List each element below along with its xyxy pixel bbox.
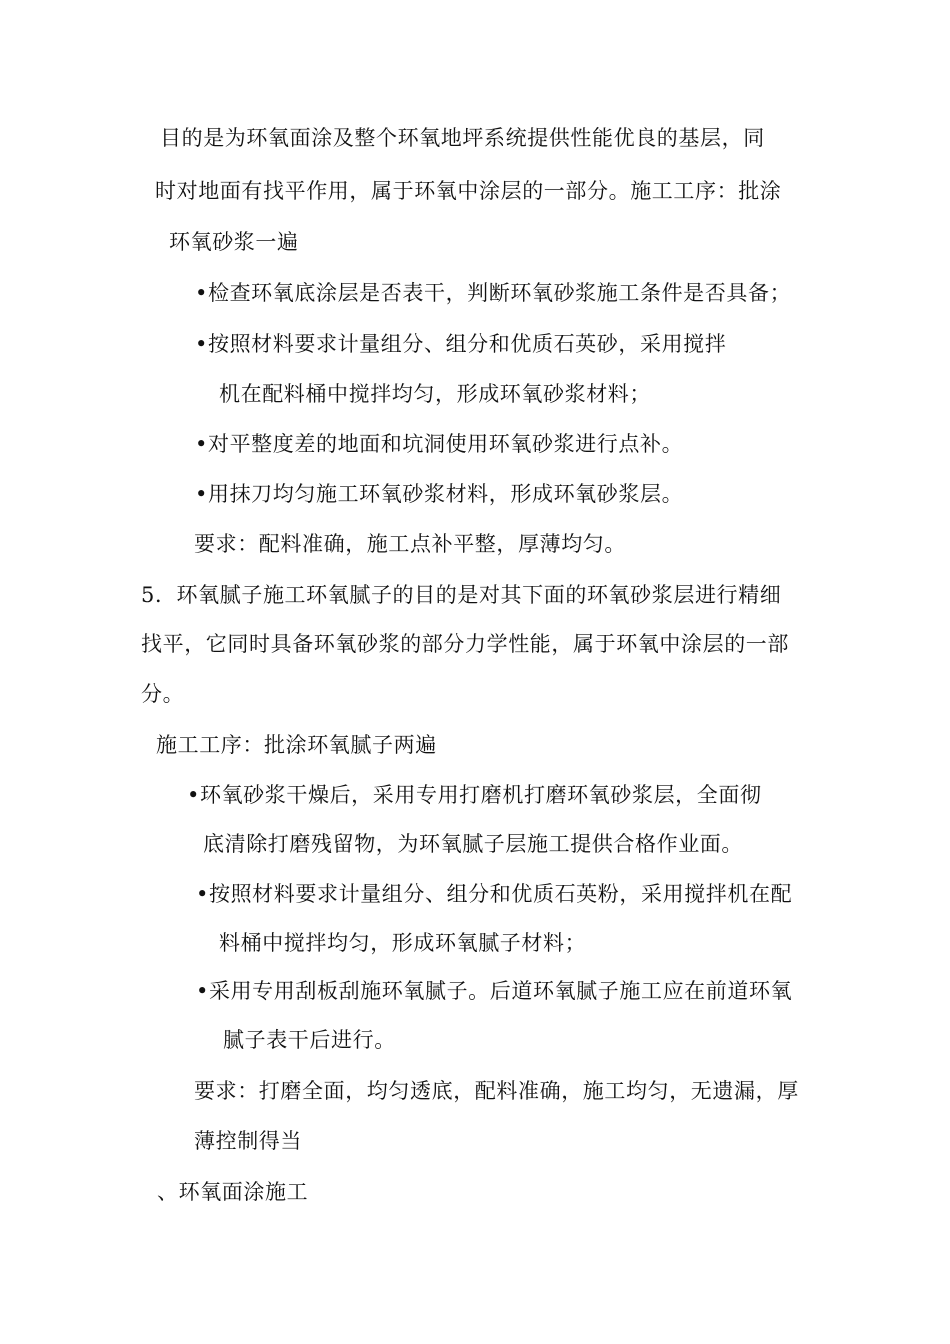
process-line: 施工工序：批涂环氧腻子两遍	[156, 733, 437, 757]
bullet-item: •对平整度差的地面和坑洞使用环氧砂浆进行点补。	[195, 432, 684, 456]
requirement-line: 要求：配料准确，施工点补平整，厚薄均匀。	[194, 532, 626, 556]
paragraph-line: 找平，它同时具备环氧砂浆的部分力学性能，属于环氧中涂层的一部	[141, 632, 789, 656]
bullet-item: •按照材料要求计量组分、组分和优质石英粉，采用搅拌机在配	[196, 882, 793, 906]
requirement-line: 薄控制得当	[194, 1129, 302, 1153]
bullet-item-continuation: 机在配料桶中搅拌均匀，形成环氧砂浆材料；	[219, 382, 651, 406]
section-heading-line: 5．环氧腻子施工环氧腻子的目的是对其下面的环氧砂浆层进行精细	[141, 583, 782, 607]
paragraph-line: 分。	[141, 682, 185, 706]
bullet-item-continuation: 料桶中搅拌均匀，形成环氧腻子材料；	[219, 931, 587, 955]
bullet-item-continuation: 腻子表干后进行。	[223, 1028, 396, 1052]
paragraph-line: 环氧砂浆一遍	[169, 230, 299, 254]
paragraph-line: 时对地面有找平作用，属于环氧中涂层的一部分。施工工序：批涂	[155, 179, 782, 203]
paragraph-line: 目的是为环氧面涂及整个环氧地坪系统提供性能优良的基层，同	[160, 126, 765, 150]
bullet-item: •用抹刀均匀施工环氧砂浆材料，形成环氧砂浆层。	[195, 482, 684, 506]
bullet-item: •检查环氧底涂层是否表干，判断环氧砂浆施工条件是否具备；	[195, 281, 792, 305]
bullet-item: •环氧砂浆干燥后，采用专用打磨机打磨环氧砂浆层，全面彻	[187, 783, 762, 807]
requirement-line: 要求：打磨全面，均匀透底，配料准确，施工均匀，无遗漏，厚	[194, 1079, 799, 1103]
section-heading-line: 、环氧面涂施工	[157, 1180, 309, 1204]
bullet-item-continuation: 底清除打磨残留物，为环氧腻子层施工提供合格作业面。	[203, 832, 743, 856]
bullet-item: •采用专用刮板刮施环氧腻子。后道环氧腻子施工应在前道环氧	[196, 979, 793, 1003]
bullet-item: •按照材料要求计量组分、组分和优质石英砂，采用搅拌	[195, 332, 727, 356]
